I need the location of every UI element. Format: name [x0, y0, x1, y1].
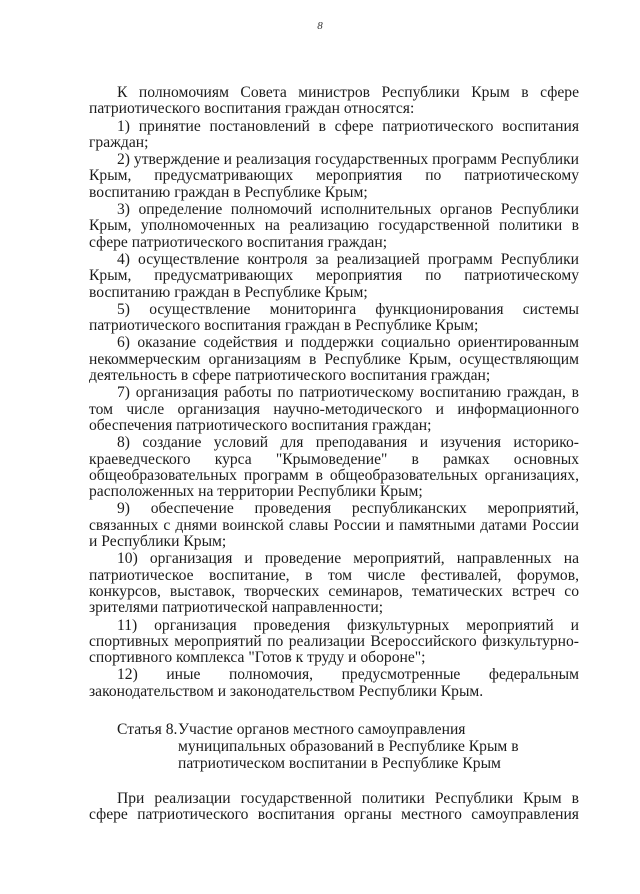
intro-paragraph: К полномочиям Совета министров Республики Крым в сфере патриотического воспитания граждан относятся: — [89, 84, 579, 118]
document-body — [89, 85, 579, 701]
closing-paragraph: При реализации государственной политики Республики Крым в сфере патриотического воспитания органы местного самоуправления — [89, 790, 579, 824]
list-item: 3) определение полномочий исполнительных органов Республики Крым, уполномоченных на реализацию государственной политики в сфере патриотического воспитания граждан; — [89, 201, 579, 251]
list-item: 7) организация работы по патриотическому воспитанию граждан, в том числе организация научно-методического и информационного обеспечения патриотического воспитания граждан; — [89, 384, 579, 434]
list-item: 10) организация и проведение мероприятий, направленных на патриотическое воспитание, в том числе фестивалей, форумов, конкурсов, выставок, творческих семинаров, тематических встреч со зрителями патриотической направленности; — [89, 550, 579, 617]
article-heading — [117, 722, 577, 772]
list-item: 9) обеспечение проведения республиканских мероприятий, связанных с днями воинской славы России и памятными датами России и Республики Крым; — [89, 500, 579, 551]
page-number: 8 — [317, 20, 323, 32]
list-item: 1) принятие постановлений в сфере патриотического воспитания граждан; — [89, 117, 579, 151]
list-item: 2) утверждение и реализация государственных программ Республики Крым, предусматривающих мероприятия по патриотическому воспитанию граждан в Республике Крым; — [89, 151, 579, 201]
list-item: 4) осуществление контроля за реализацией программ Республики Крым, предусматривающих мероприятия по патриотическому воспитанию граждан в Республике Крым; — [89, 250, 579, 301]
list-item: 8) создание условий для преподавания и изучения историко-краеведческого курса "Крымоведение" в рамках основных общеобразовательных программ в общеобразовательных организациях, расположенных на территории Республики Крым; — [89, 434, 579, 501]
list-item: 12) иные полномочия, предусмотренные федеральным законодательством и законодательством Республики Крым. — [89, 666, 579, 700]
list-item: 11) организация проведения физкультурных мероприятий и спортивных мероприятий по реализации Всероссийского физкультурно-спортивного комплекса "Готов к труду и обороне"; — [89, 616, 579, 667]
list-item: 6) оказание содействия и поддержки социально ориентированным некоммерческим организациям в Республике Крым, осуществляющим деятельность в сфере патриотического воспитания граждан; — [89, 334, 579, 385]
article-label: Статья 8. — [117, 721, 178, 738]
list-item: 5) осуществление мониторинга функционирования системы патриотического воспитания граждан в Республике Крым; — [89, 300, 579, 335]
article-title: Участие органов местного самоуправления муниципальных образований в Республике Крым в патриотическом воспитании в Республике Крым — [178, 721, 519, 772]
closing-section — [89, 791, 579, 824]
